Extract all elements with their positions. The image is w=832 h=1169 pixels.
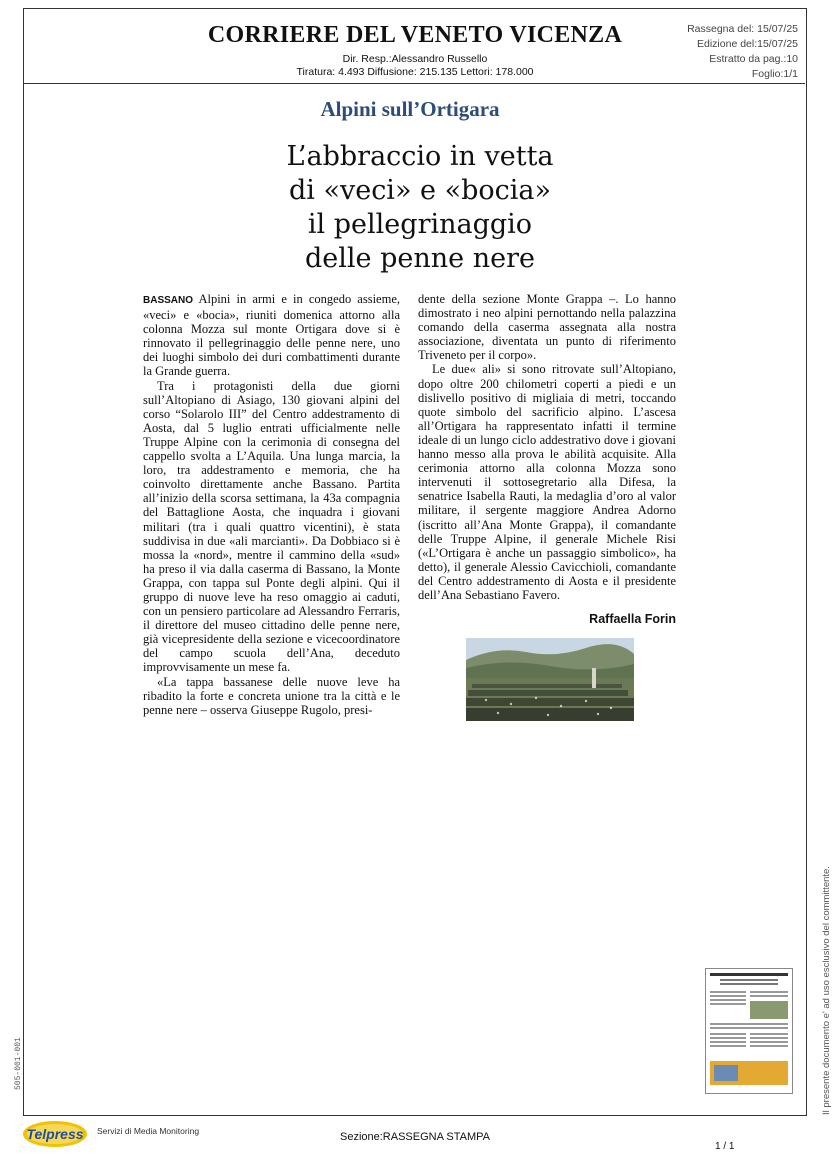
thumbnail-preview-image bbox=[706, 969, 792, 1093]
paragraph-text: Alpini in armi e in congedo assieme, «veci» e «bocia», riuniti domenica attorno alla colonna Mozza sul monte Ortigara dove si è rinnovato il pellegrinaggio delle penne nere, uno dei luoghi simbolo dei duri combattimenti durante la Grande guerra. bbox=[143, 292, 400, 379]
article-kicker: Alpini sull’Ortigara bbox=[320, 97, 500, 121]
article-column-1 bbox=[143, 292, 400, 717]
page-number: 1 / 1 bbox=[715, 1141, 735, 1152]
byline: Raffaella Forin bbox=[589, 612, 676, 626]
document-code bbox=[4, 1030, 23, 1110]
article-paragraph bbox=[143, 292, 400, 379]
crowd-photo-image bbox=[466, 638, 634, 721]
dateline: BASSANO bbox=[143, 295, 194, 306]
article-paragraph: Le due« ali» si sono ritrovate sull’Altopiano, dopo oltre 200 chilometri coperti a piedi e un dislivello positivo di migliaia di metri, toccando quote simbolo del sacrificio alpino. L’ascesa all’Ortigara ha rappresentato infatti il termine ideale di un lungo ciclo addestrativo dove i giovani hanno messo alla prova le abilità acquisite. Alla cerimonia attorno alla colonna Mozza sono intervenuti il sottosegretario alla Difesa, la senatrice Isabella Rauti, la medaglia d’oro al valor militare, il sergente maggiore Andrea Adorno (iscritto all’Ana Monte Grappa), il comandante delle Truppe Alpine, il generale Michele Risi («L’Ortigara è anche un passaggio simbolico», ha detto), il generale Alessio Cavicchioli, comandante del Centro addestramento di Aosta e il presidente dell’Ana Sebastiano Favero. bbox=[418, 362, 676, 602]
review-date: Rassegna del: 15/07/25 bbox=[687, 23, 798, 35]
masthead: CORRIERE DEL VENETO VICENZA bbox=[207, 22, 623, 48]
document-code-text: 505-001-001 bbox=[14, 1037, 23, 1090]
headline-line: L’abbraccio in vetta bbox=[286, 141, 554, 172]
logo-text: Telpress bbox=[26, 1126, 84, 1142]
section-label: Sezione:RASSEGNA STAMPA bbox=[340, 1131, 490, 1143]
headline-line: di «veci» e «bocia» bbox=[288, 175, 552, 206]
article-headline bbox=[240, 140, 600, 276]
page-extract: Estratto da pag.:10 bbox=[709, 53, 798, 65]
article-paragraph: Tra i protagonisti della due giorni sull’Altopiano di Asiago, 130 giovani alpini del corso “Solarolo III” del Centro addestramento di Aosta, dal 5 luglio entrati ufficialmente nelle Truppe Alpine con la cerimonia di consegna del cappello svolta a L’Aquila. Una lunga marcia, la loro, tra addestramento e memoria, che ha coinvolto direttamente anche Bassano. Partita all’inizio della scorsa settimana, la 43a compagnia del Battaglione Aosta, che inquadra i giovani militari (tra i quali quattro vicentini), è stata suddivisa in due «ali marcianti». Da Dobbiaco si è mossa la «nord», mentre il cammino della «sud» ha preso il via dalla caserma di Bassano, la Monte Grappa, con tappa sul Ponte degli alpini. Qui il gruppo di nuove leve ha reso omaggio ai caduti, con un pensiero particolare ad Alessandro Ferraris, il direttore del museo cittadino delle penne nere, già vicepresidente della sezione e vicecoordinatore del campo scuola dell’Ana, deceduto improvvisamente un mese fa. bbox=[143, 378, 400, 675]
circulation-line: Tiratura: 4.493 Diffusione: 215.135 Lettori: 178.000 bbox=[296, 66, 534, 78]
director-line: Dir. Resp.:Alessandro Russello bbox=[342, 53, 488, 65]
usage-notice-text: Il presente documento e' ad uso esclusivo del committente. bbox=[821, 866, 832, 1115]
page-thumbnail[interactable] bbox=[705, 968, 793, 1094]
sheet-number: Foglio:1/1 bbox=[751, 68, 798, 80]
article-paragraph: «La tappa bassanese delle nuove leve ha ribadito la forte e concreta unione tra la città e le penne nere – osserva Giuseppe Rugolo, presi- bbox=[143, 674, 400, 717]
telpress-logo bbox=[22, 1120, 88, 1148]
article-paragraph: dente della sezione Monte Grappa –. Lo hanno dimostrato i neo alpini pernottando nella palazzina comando della caserma assegnata alla nostra associazione, diventata un punto di riferimento Triveneto per il corpo». bbox=[418, 292, 676, 363]
usage-notice bbox=[806, 860, 832, 1115]
press-review-meta bbox=[687, 22, 798, 82]
headline-line: il pellegrinaggio bbox=[307, 209, 533, 240]
headline-line: delle penne nere bbox=[305, 243, 535, 274]
article-photo bbox=[466, 638, 634, 721]
header-divider bbox=[23, 83, 805, 84]
services-label: Servizi di Media Monitoring bbox=[97, 1126, 200, 1136]
edition-date: Edizione del:15/07/25 bbox=[697, 38, 798, 50]
article-column-2 bbox=[418, 292, 676, 602]
